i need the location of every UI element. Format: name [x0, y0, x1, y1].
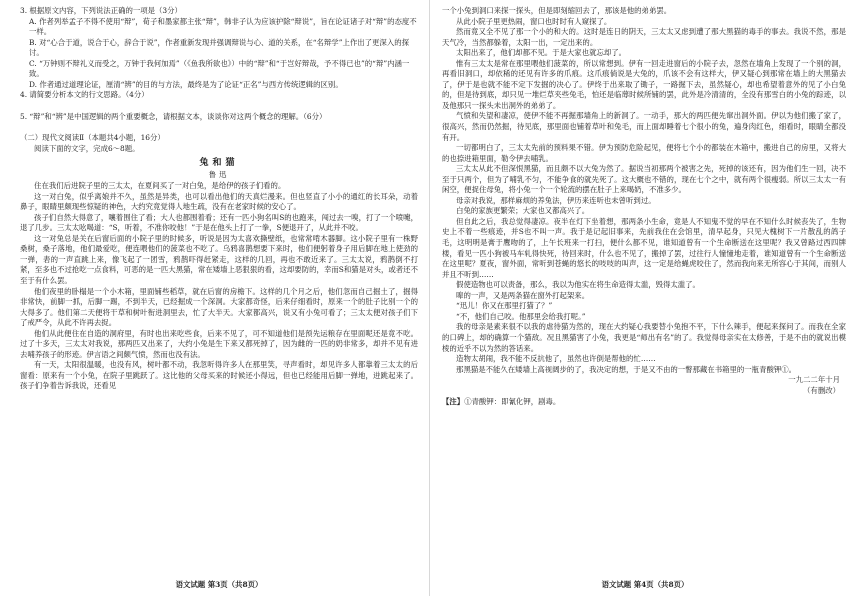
passage-paragraph: 嗥的一声，又是两条猫在窗外打起架来。	[456, 290, 590, 300]
footnote-label: 【注】	[442, 397, 465, 407]
option-d: D. 作者通过道理论证，厘清“辨”的目的与方法，最终是为了论证“正名”与西方传统逻辑的区别。	[29, 79, 343, 89]
passage-paragraph: 从此小院子里更热闹，窗口也时时有人窥探了。	[456, 16, 612, 26]
passage-paragraph: 白兔的家族更繁荣；大家也又都高兴了。	[456, 206, 590, 216]
footnote	[442, 397, 846, 408]
passage-paragraph: 孩子们自然大得意了，嚷着围住了看；大人也都围着看；还有一匹小狗名叫S的也跑来，闯过去一嗅，打了一个喷嚏，退了几步。三太太吆喝道：“S，听着，不准你咬他！”于是在他头上打了一拳，S便退开了，从此并不咬。	[20, 212, 418, 233]
question-4: 4. 请简要分析本文的行文思路。（4分）	[20, 90, 149, 99]
passage-paragraph: 母亲对我说，那样麻烦的养兔法，伊历来连听也未曾听到过。	[456, 195, 656, 205]
passage-author: 鲁迅	[208, 170, 230, 180]
question-5: 5. “辩”和“辨”是中国逻辑的两个重要概念，请根据文本，谈谈你对这两个概念的理解。（6分）	[20, 111, 327, 121]
passage-title: 兔和猫	[199, 158, 239, 169]
page-footer: 语文试题 第4页（共8页）	[601, 580, 689, 589]
page-3	[0, 6, 430, 596]
section-heading: （二）现代文阅读Ⅱ（本题共4小题，16分）	[20, 133, 165, 142]
passage-paragraph: 住在我们后进院子里的三太太，在夏间买了一对白兔，是给伊的孩子们看的。	[34, 181, 286, 191]
passage-paragraph: 有一天，太阳很温暖，也没有风，树叶都不动，我忽听得许多人在那里笑，寻声看时，却见许多人都靠着三太太的后窗看：原来有一个小兔，在院子里跳跃了。这比他的父母买来的时候还小得远，但也已经能用后脚一弹地，迸跳起来了。孩子们争着告诉我说，还看见	[20, 360, 418, 391]
passage-date: 一九二二年十月	[788, 375, 840, 385]
page-footer: 语文试题 第3页（共8页）	[175, 580, 263, 589]
passage-paragraph: 我的母亲是素来很不以我的虐待猫为然的，现在大约疑心我要替小兔抱不平，下什么辣手，便起来探问了。而我在全家的口碑上，却的确算一个猫敌。况且黑猫害了小兔，我更是“师出有名”的了。我觉得母亲实在太修善，于是不由的就说出模棱的近乎不以为然的答话来。	[442, 322, 846, 353]
passage-body-right	[442, 6, 846, 375]
passage-paragraph: 这一对白兔，似乎离娘并不久，虽然是异类，也可以看出他们的天真烂漫来。但也竖直了小小的通红的长耳朵，动着鼻子，眼睛里颇现些惊疑的神色，大约究竟觉得人地生疏，没有在老家时候的安心了。	[20, 191, 418, 212]
passage-paragraph: 但自此之后，我总觉得凄凉。夜半在灯下坐着想，那两条小生命，竟是人不知鬼不觉的早在不知什么时候丧失了，生物史上不着一些痕迹，并S也不叫一声。我于是记起旧事来，先前我住在会馆里，清早起身，只见大槐树下一片散乱的鸽子毛，这明明是膏于鹰吻的了，上午长班来一打扫，便什么都不见，谁知道曾有一个生命断送在这里呢？我又曾路过西四牌楼，看见一匹小狗被马车轧得快死，待回来时，什么也不见了，搬掉了罢，过往行人憧憧地走着，谁知道曾有一个生命断送在这里呢？夏夜，窗外面，常听到苍蝇的悠长的吱吱的叫声，这一定是给蝇虎咬住了，然而我向来无所容心于其间，而别人并且不听到……	[442, 216, 846, 279]
footnote-text: ①青酸钾：即氰化钾，剧毒。	[464, 397, 561, 407]
answer-space	[20, 101, 418, 112]
passage-paragraph: “迅儿！你又在那里打猫了？”	[456, 301, 553, 311]
question-3-stem: 3. 根据原文内容，下列说法正确的一项是（3分）	[20, 6, 182, 15]
passage-paragraph: 三太太从此不但深恨黑猫，而且颇不以大兔为然了。据说当初那两个被害之先，死掉的该还有，因为他们生一回，决不至于只两个，但为了哺乳不匀，不能争食的就先死了。这大概也不错的，现在七个之中，就有两个很瘦弱。所以三太太一有闲空，便捉住母兔，将小兔一个一个轮流的摆在肚子上来喝奶，不准多少。	[442, 164, 846, 195]
passage-paragraph: 然而竟又全不见了那一个小的和大的。这时是连日的阴天，三太太又虑到遭了那大黑猫的毒手的事去。我说不然，那是天气冷，当然都躲着，太阳一出，一定出来的。	[442, 27, 846, 47]
passage-paragraph: 那黑猫是不能久在矮墙上高视阔步的了，我决定的想，于是又不由的一瞥那藏在书箱里的一瓶青酸钾①。	[456, 364, 797, 374]
passage-paragraph: 假使造物也可以责备，那么，我以为他实在将生命造得太滥，毁得太滥了。	[456, 280, 700, 290]
passage-paragraph: 他们从此便住在自造的洞府里，有时也出来吃些食，后来不见了，可不知道他们是预先运粮存在里面呢还是竟不吃。过了十多天，三太太对我说，那两匹又出来了，大约小兔是生下来又都死掉了，因为雌的一匹的奶非常多，却并不见有进去哺养孩子的形迹。伊言语之间颇气愤，然而也没有法。	[20, 328, 418, 359]
passage-paragraph: 气愤和失望和凄凉，使伊不能不再掘那墙角上的新洞了。一动手，那大的两匹便先窜出洞外面。伊以为他们搬了家了，很高兴，然而仍然掘，待见底，那里面也铺着草叶和兔毛，而上面却睡着七个很小的兔，遍身肉红色，细看时，眼睛全都没有开。	[442, 111, 846, 142]
option-b: B. 对“心合于道，说合于心，辞合于说”，作者重新发现并强调辩说与心、道的关系，在“名辩学”上作出了更深入的探讨。	[29, 37, 409, 57]
source-note: （有删改）	[803, 385, 840, 395]
page-fold-divider	[429, 0, 430, 596]
passage-paragraph: 造物太胡闹，我不能不反抗他了，虽然也许倒是帮他的忙……	[456, 354, 656, 364]
answer-space	[20, 122, 418, 133]
passage-paragraph: 一个小兔到洞口来探一探头，但是即刻缩回去了，那该是他的弟弟罢。	[442, 6, 672, 15]
reading-instruction: 阅读下面的文字，完成6～8题。	[34, 143, 140, 153]
passage-paragraph: 他们夜里的卧榻是一个小木箱，里面铺些稻草，就在后窗的房檐下。这样的几个月之后，他们忽而自己掘土了，掘得非常快，前脚一抓，后脚一踢，不到半天，已经掘成一个深洞。大家都奇怪，后来仔细看时，原来一个的肚子比别一个的大得多了。他们第二天便将干草和树叶衔进洞里去，忙了大半天。大家都高兴，说又有小兔可看了；三太太便对孩子们下了戒严令，从此不许再去捉。	[20, 286, 418, 328]
passage-paragraph: 太阳出来了，他们却都不见。于是大家也就忘却了。	[456, 48, 627, 58]
passage-paragraph: 惟有三太太是常在那里喂他们菠菜的，所以常想到。伊有一回走进窗后的小院子去，忽然在墙角上发现了一个别的洞，再看旧洞口，却依稀的还见有许多的爪痕。这爪痕倘说是大兔的，爪该不会有这样大，伊又疑心到那常在墙上的大黑猫去了，伊于是也就不能不定下发掘的决心了。伊终于出来取了锄子，一路掘下去，虽然疑心，却也希望着意外的见了小白兔的，但是待到底，却只见一堆烂草夹些兔毛，怕还是临蓐时候所铺的罢，此外是冷清清的，全没有那雪白的小兔的踪迹，以及他那只一探头未出洞外的弟弟了。	[442, 58, 846, 110]
passage-paragraph: “不，他们自己咬。他那里会给我打呢。”	[456, 311, 586, 321]
passage-body-left	[20, 181, 418, 392]
option-a: A. 作者列举孟子不得不使用“辩”，荀子和墨家都主张“辩”，韩非子认为应该护除“辩说”，旨在论证诸子对“辩”的态度不一样。	[29, 16, 417, 36]
passage-paragraph: 一切都明白了，三太太先前的预料果不错。伊为预防危险起见，便将七个小的都装在木箱中，搬进自己的房里，又将大的也捺进箱里面，勒令伊去哺乳。	[442, 143, 846, 163]
passage-paragraph: 这一对兔总是关在后窗后面的小院子里的时候多，听说是因为太喜欢撕壁纸，也常常啃木器脚。这小院子里有一株野桑树，桑子落地，他们最爱吃，便连喂他们的菠菜也不吃了。乌鸦喜鹊想要下来时，他们便躬着身子用后脚在地上使劲的一弹，砉的一声直跳上来，像飞起了一团雪，鸦鹊吓得赶紧走，这样的几回，再也不敢近来了。三太太说，鸦鹊倒不打紧，至多也不过抢吃一点食料，可恶的是一匹大黑猫，常在矮墙上恶狠狠的看，这却要防的，幸而S和猫是对头，或者还不至于有什么罢。	[20, 233, 418, 285]
page-4	[430, 6, 860, 596]
option-c: C. “万钟则不辩礼义而受之，万钟于我何加焉”（《鱼我所欲也》）中的“辩”和“于岂好辩哉，予不得已也”的“辩”内涵一致。	[29, 58, 410, 78]
